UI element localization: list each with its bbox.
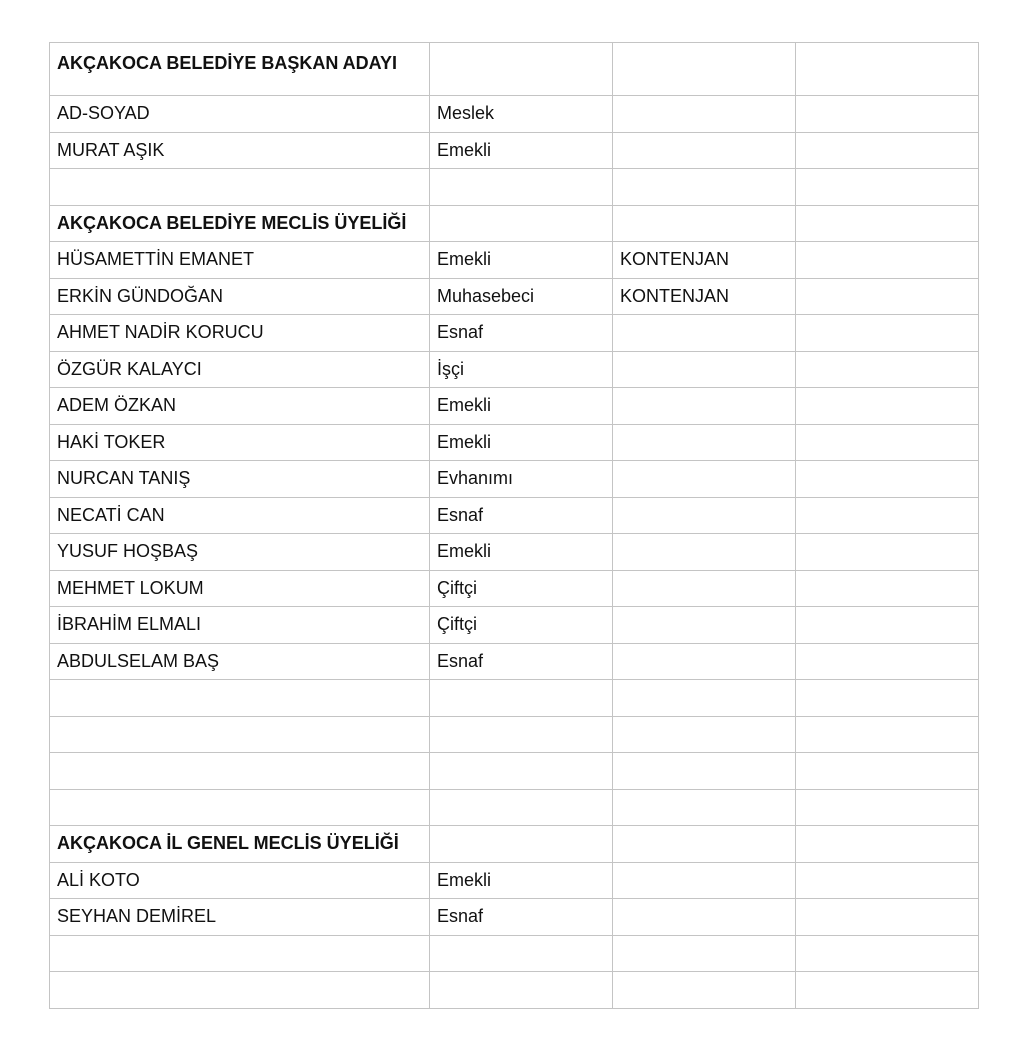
- extra-cell: [796, 607, 979, 644]
- section-header-row: [50, 826, 979, 863]
- quota-cell: KONTENJAN: [613, 242, 796, 279]
- table-row: [50, 753, 979, 790]
- table-row: [50, 607, 979, 644]
- occupation-cell: [430, 716, 613, 753]
- name-cell: ÖZGÜR KALAYCI: [50, 351, 430, 388]
- extra-cell: [796, 716, 979, 753]
- extra-cell: [796, 315, 979, 352]
- extra-cell: [796, 424, 979, 461]
- section-header-row: [50, 205, 979, 242]
- quota-cell: [613, 497, 796, 534]
- extra-cell: [796, 461, 979, 498]
- table-row: [50, 972, 979, 1009]
- table-row: [50, 534, 979, 571]
- extra-cell: [796, 242, 979, 279]
- section-title: AKÇAKOCA BELEDİYE MECLİS ÜYELİĞİ: [50, 205, 430, 242]
- quota-cell: [613, 388, 796, 425]
- name-cell: ALİ KOTO: [50, 862, 430, 899]
- quota-cell: [613, 680, 796, 717]
- table-row: [50, 862, 979, 899]
- occupation-cell: Çiftçi: [430, 607, 613, 644]
- occupation-cell: Çiftçi: [430, 570, 613, 607]
- candidate-table-body: [50, 43, 979, 1009]
- name-cell: SEYHAN DEMİREL: [50, 899, 430, 936]
- table-row: [50, 789, 979, 826]
- table-row: [50, 351, 979, 388]
- quota-cell: [613, 570, 796, 607]
- quota-cell: [613, 351, 796, 388]
- section-title: AKÇAKOCA BELEDİYE BAŞKAN ADAYI: [50, 43, 430, 96]
- extra-cell: [796, 96, 979, 133]
- quota-cell: [613, 534, 796, 571]
- name-cell: [50, 972, 430, 1009]
- occupation-cell: [430, 826, 613, 863]
- occupation-cell: Evhanımı: [430, 461, 613, 498]
- extra-cell: [796, 534, 979, 571]
- name-cell: [50, 169, 430, 206]
- quota-cell: [613, 643, 796, 680]
- name-cell: HÜSAMETTİN EMANET: [50, 242, 430, 279]
- table-row: [50, 497, 979, 534]
- name-cell: [50, 680, 430, 717]
- name-cell: HAKİ TOKER: [50, 424, 430, 461]
- candidate-table: [49, 42, 979, 1009]
- extra-cell: [796, 972, 979, 1009]
- occupation-cell: Esnaf: [430, 315, 613, 352]
- table-row: [50, 132, 979, 169]
- quota-cell: [613, 43, 796, 96]
- name-cell: MURAT AŞIK: [50, 132, 430, 169]
- occupation-cell: Muhasebeci: [430, 278, 613, 315]
- table-row: [50, 96, 979, 133]
- occupation-cell: [430, 169, 613, 206]
- name-cell: NECATİ CAN: [50, 497, 430, 534]
- extra-cell: [796, 570, 979, 607]
- extra-cell: [796, 935, 979, 972]
- table-row: [50, 242, 979, 279]
- extra-cell: [796, 132, 979, 169]
- quota-cell: [613, 935, 796, 972]
- name-cell: AD-SOYAD: [50, 96, 430, 133]
- occupation-cell: [430, 753, 613, 790]
- table-row: [50, 461, 979, 498]
- occupation-cell: Esnaf: [430, 497, 613, 534]
- extra-cell: [796, 169, 979, 206]
- name-cell: [50, 789, 430, 826]
- extra-cell: [796, 43, 979, 96]
- table-row: [50, 716, 979, 753]
- extra-cell: [796, 643, 979, 680]
- name-cell: [50, 753, 430, 790]
- name-cell: NURCAN TANIŞ: [50, 461, 430, 498]
- quota-cell: [613, 862, 796, 899]
- occupation-cell: Esnaf: [430, 899, 613, 936]
- quota-cell: [613, 315, 796, 352]
- occupation-cell: [430, 972, 613, 1009]
- occupation-cell: Emekli: [430, 424, 613, 461]
- occupation-cell: [430, 680, 613, 717]
- extra-cell: [796, 388, 979, 425]
- occupation-cell: Meslek: [430, 96, 613, 133]
- occupation-cell: Esnaf: [430, 643, 613, 680]
- extra-cell: [796, 862, 979, 899]
- table-row: [50, 935, 979, 972]
- occupation-cell: Emekli: [430, 242, 613, 279]
- table-row: [50, 899, 979, 936]
- table-row: [50, 388, 979, 425]
- quota-cell: [613, 716, 796, 753]
- table-row: [50, 315, 979, 352]
- name-cell: [50, 716, 430, 753]
- occupation-cell: [430, 789, 613, 826]
- extra-cell: [796, 899, 979, 936]
- section-header-row: [50, 43, 979, 96]
- extra-cell: [796, 789, 979, 826]
- quota-cell: [613, 461, 796, 498]
- occupation-cell: Emekli: [430, 132, 613, 169]
- table-row: [50, 570, 979, 607]
- name-cell: ADEM ÖZKAN: [50, 388, 430, 425]
- occupation-cell: [430, 205, 613, 242]
- section-title: AKÇAKOCA İL GENEL MECLİS ÜYELİĞİ: [50, 826, 430, 863]
- name-cell: MEHMET LOKUM: [50, 570, 430, 607]
- extra-cell: [796, 205, 979, 242]
- quota-cell: [613, 972, 796, 1009]
- quota-cell: [613, 607, 796, 644]
- occupation-cell: Emekli: [430, 388, 613, 425]
- name-cell: [50, 935, 430, 972]
- occupation-cell: [430, 43, 613, 96]
- name-cell: İBRAHİM ELMALI: [50, 607, 430, 644]
- table-row: [50, 169, 979, 206]
- extra-cell: [796, 680, 979, 717]
- table-row: [50, 643, 979, 680]
- extra-cell: [796, 826, 979, 863]
- quota-cell: [613, 899, 796, 936]
- name-cell: ERKİN GÜNDOĞAN: [50, 278, 430, 315]
- quota-cell: [613, 826, 796, 863]
- quota-cell: [613, 753, 796, 790]
- quota-cell: [613, 169, 796, 206]
- extra-cell: [796, 351, 979, 388]
- name-cell: YUSUF HOŞBAŞ: [50, 534, 430, 571]
- name-cell: ABDULSELAM BAŞ: [50, 643, 430, 680]
- quota-cell: [613, 205, 796, 242]
- extra-cell: [796, 497, 979, 534]
- table-row: [50, 424, 979, 461]
- table-row: [50, 680, 979, 717]
- occupation-cell: Emekli: [430, 534, 613, 571]
- extra-cell: [796, 278, 979, 315]
- quota-cell: [613, 424, 796, 461]
- quota-cell: [613, 96, 796, 133]
- quota-cell: [613, 789, 796, 826]
- quota-cell: KONTENJAN: [613, 278, 796, 315]
- occupation-cell: İşçi: [430, 351, 613, 388]
- quota-cell: [613, 132, 796, 169]
- table-row: [50, 278, 979, 315]
- name-cell: AHMET NADİR KORUCU: [50, 315, 430, 352]
- occupation-cell: [430, 935, 613, 972]
- occupation-cell: Emekli: [430, 862, 613, 899]
- extra-cell: [796, 753, 979, 790]
